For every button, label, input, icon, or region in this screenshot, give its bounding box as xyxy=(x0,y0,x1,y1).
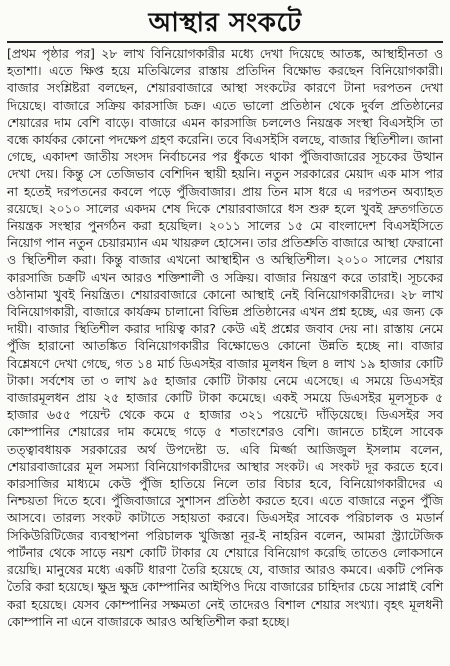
continuation-marker: [প্রথম পৃষ্ঠার পর] xyxy=(7,47,95,61)
article-body xyxy=(7,46,443,631)
article-headline: আস্থার সংকটে xyxy=(148,8,302,38)
headline-divider xyxy=(7,41,443,43)
article-body-text: ২৮ লাখ বিনিয়োগকারীর মধ্যে দেখা দিয়েছে আতঙ্ক, আস্থাহীনতা ও হতাশা। এতে ক্ষিপ্ত হয়ে মতিঝিলের রাস্তায় প্রতিদিন বিক্ষোভ করছেন বিনিয়োগকারী। বাজার সংশ্লিষ্টরা বলছেন, শেয়ারবাজারে আস্থা সংকটের কারণে টানা দরপতন দেখা দিয়েছে। বাজারে সক্রিয় কারসাজি চক্র। এতে ভালো প্রতিষ্ঠান থেকে দুর্বল প্রতিষ্ঠানের শেয়ারের দাম বেশি বাড়ে। বাজারে এমন কারসাজি চললেও নিয়ন্ত্রক সংস্থা বিএসইসি তা বন্ধে কার্যকর কোনো পদক্ষেপ গ্রহণ করেনি। তবে বিএসইসি বলছে, বাজার স্থিতিশীল। জানা গেছে, একাদশ জাতীয় সংসদ নির্বাচনের পর ধুঁকতে থাকা পুঁজিবাজারের সূচকের উত্থান দেখা দেয়। কিন্তু সে তেজিভাব বেশিদিন স্থায়ী হয়নি। নতুন সরকারের মেয়াদ এক মাস পার না হতেই দরপতনের কবলে পড়ে পুঁজিবাজার। প্রায় তিন মাস ধরে এ দরপতন অব্যাহত রয়েছে। ২০১০ সালের একদম শেষ দিকে শেয়ারবাজারে ধস শুরু হলে খুবই দ্রুতগতিতে নিয়ন্ত্রক সংস্থার পুনর্গঠন করা হয়েছিল। ২০১১ সালের ১৫ মে বাংলাদেশ বিএসইসিতে নিয়োগ পান নতুন চেয়ারম্যান এম খায়রুল হোসেন। তার প্রতিশ্রুতি বাজারে আস্থা ফেরানো ও স্থিতিশীল করা। কিন্তু বাজার এখনো আস্থাহীন ও অস্থিতিশীল। ২০১০ সালের শেয়ার কারসাজি চক্রটি এখন আরও শক্তিশালী ও সক্রিয়। বাজার নিয়ন্ত্রণ করে তারাই। সূচকের ওঠানামা খুবই নিয়ন্ত্রিত। শেয়ারবাজারে কোনো আস্থাই নেই বিনিয়োগকারীদের। ২৮ লাখ বিনিয়োগকারী, বাজারে কার্যক্রম চালানো বিভিন্ন প্রতিষ্ঠানের এখন প্রশ্ন হচ্ছে, এর জন্য কে দায়ী। বাজার স্থিতিশীল করার দায়িত্ব কার? কেউ এই প্রশ্নের জবাব দেয় না। রাস্তায় নেমে পুঁজি হারানো আতঙ্কিত বিনিয়োগকারীর বিক্ষোভেও কোনো উন্নতি হচ্ছে না। বাজার বিশ্লেষণে দেখা গেছে, গত ১৪ মার্চ ডিএসইর বাজার মূলধন ছিল ৪ লাখ ১৯ হাজার কোটি টাকা। সর্বশেষ তা ৩ লাখ ৯৫ হাজার কোটি টাকায় নেমে এসেছে। এ সময়ে ডিএসইর বাজারমূলধন প্রায় ২৫ হাজার কোটি টাকা কমেছে। একই সময়ে ডিএসইর মূলসূচক ৫ হাজার ৬৫৫ পয়েন্ট থেকে কমে ৫ হাজার ৩২১ পয়েন্টে দাঁড়িয়েছে। ডিএসইর সব কোম্পানির শেয়ারের দাম কমেছে গড়ে ৫ শতাংশেরও বেশি। জানতে চাইলে সাবেক তত্ত্বাবধায়ক সরকারের অর্থ উপদেষ্টা ড. এবি মির্জ্জা আজিজুল ইসলাম বলেন, শেয়ারবাজারের মূল সমস্যা বিনিয়োগকারীদের আস্থার সংকট। এ সংকট দূর করতে হবে। কারসাজির মাধ্যমে কেউ পুঁজি হাতিয়ে নিলে তার বিচার হবে, বিনিয়োগকারীদের এ নিশ্চয়তা দিতে হবে। পুঁজিবাজারে সুশাসন প্রতিষ্ঠা করতে হবে। এতে বাজারে নতুন পুঁজি আসবে। তারল্য সংকট কাটাতে সহায়তা করবে। ডিএসইর সাবেক পরিচালক ও মডার্ন সিকিউরিটিজের ব্যবস্থাপনা পরিচালক খুজিস্তা নূর-ই নাহরিন বলেন, আমরা স্ট্র্যাটেজিক পার্টনার থেকে সাড়ে নয়শ কোটি টাকার যে শেয়ারে বিনিয়োগ করেছি তাতেও লোকসানে রয়েছি। মানুষের মধ্যে একটি ধারণা তৈরি হয়েছে যে, বাজার আরও কমবে। একটি পেনিক তৈরি করা হয়েছে। ক্ষুদ্র ক্ষুদ্র কোম্পানির আইপিও দিয়ে বাজারের চাহিদার চেয়ে সাপ্লাই বেশি করা হয়েছে। যেসব কোম্পানির সক্ষমতা নেই তাদেরও বিশাল শেয়ার সংখ্যা। বৃহৎ মূলধনী কোম্পানি না এনে বাজারকে আরও অস্থিতিশীল করা হচ্ছে। xyxy=(7,47,443,629)
